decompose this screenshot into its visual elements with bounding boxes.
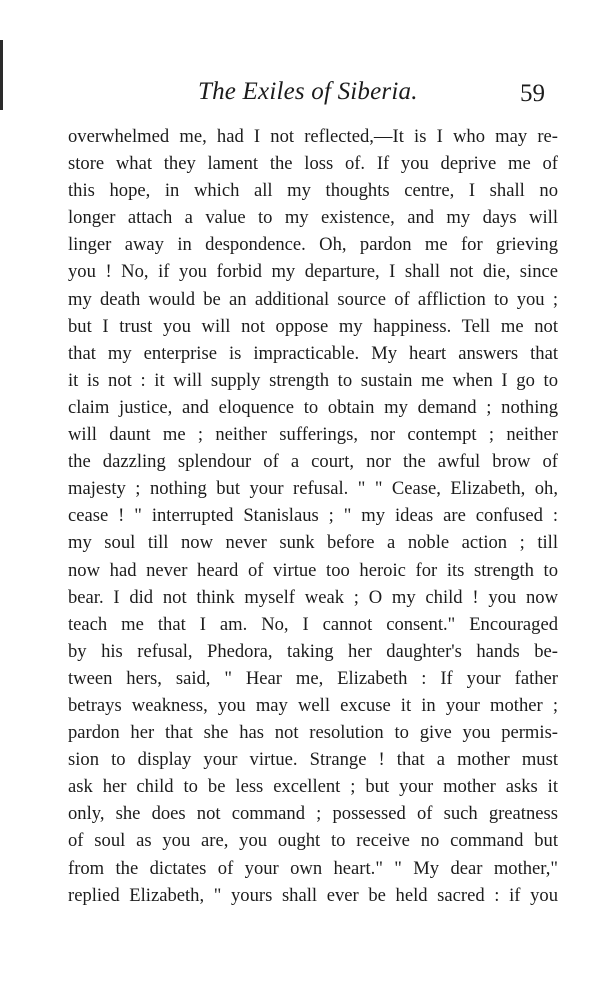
text-line: my death would be an additional source of affliction to you ;: [68, 288, 558, 310]
text-line: ask her child to be less excellent ; but your mother asks it: [68, 776, 558, 798]
text-line: it is not : it will supply strength to sustain me when I go to: [68, 369, 558, 391]
text-line: the dazzling splendour of a court, nor the awful brow of: [68, 451, 558, 473]
text-line: claim justice, and eloquence to obtain my demand ; nothing: [68, 396, 558, 418]
text-line: from the dictates of your own heart." " My dear mother,": [68, 857, 558, 879]
text-line: this hope, in which all my thoughts centre, I shall no: [68, 180, 558, 202]
body-text: [68, 123, 558, 923]
text-line: teach me that I am. No, I cannot consent." Encouraged: [68, 613, 558, 635]
text-line: that my enterprise is impracticable. My heart answers that: [68, 342, 558, 364]
text-line: linger away in despondence. Oh, pardon me for grieving: [68, 234, 558, 256]
text-line: will daunt me ; neither sufferings, nor contempt ; neither: [68, 424, 558, 446]
text-line: longer attach a value to my existence, and my days will: [68, 207, 558, 229]
text-line: by his refusal, Phedora, taking her daughter's hands be-: [68, 640, 558, 662]
text-line: sion to display your virtue. Strange ! that a mother must: [68, 749, 558, 771]
text-line: my soul till now never sunk before a noble action ; till: [68, 532, 558, 554]
text-line: pardon her that she has not resolution to give you permis-: [68, 722, 558, 744]
text-line: overwhelmed me, had I not reflected,—It is I who may re-: [68, 126, 558, 147]
text-line: bear. I did not think myself weak ; O my child ! you now: [68, 586, 558, 608]
text-line: majesty ; nothing but your refusal. " " Cease, Elizabeth, oh,: [68, 478, 558, 500]
text-line: tween hers, said, " Hear me, Elizabeth : If your father: [68, 667, 558, 689]
running-title: The Exiles of Siberia.: [198, 78, 418, 105]
page-number: 59: [520, 80, 545, 107]
text-line: but I trust you will not oppose my happiness. Tell me not: [68, 315, 558, 337]
text-line: only, she does not command ; possessed of such greatness: [68, 803, 558, 825]
page-header: [0, 78, 593, 112]
text-line: now had never heard of virtue too heroic for its strength to: [68, 559, 558, 581]
text-line: cease ! " interrupted Stanislaus ; " my ideas are confused :: [68, 505, 558, 527]
text-line: of soul as you are, you ought to receive no command but: [68, 830, 558, 852]
text-line: you ! No, if you forbid my departure, I shall not die, since: [68, 261, 558, 283]
text-line: store what they lament the loss of. If you deprive me of: [68, 153, 558, 175]
text-line: replied Elizabeth, " yours shall ever be held sacred : if you: [68, 884, 558, 906]
text-line: betrays weakness, you may well excuse it in your mother ;: [68, 694, 558, 716]
